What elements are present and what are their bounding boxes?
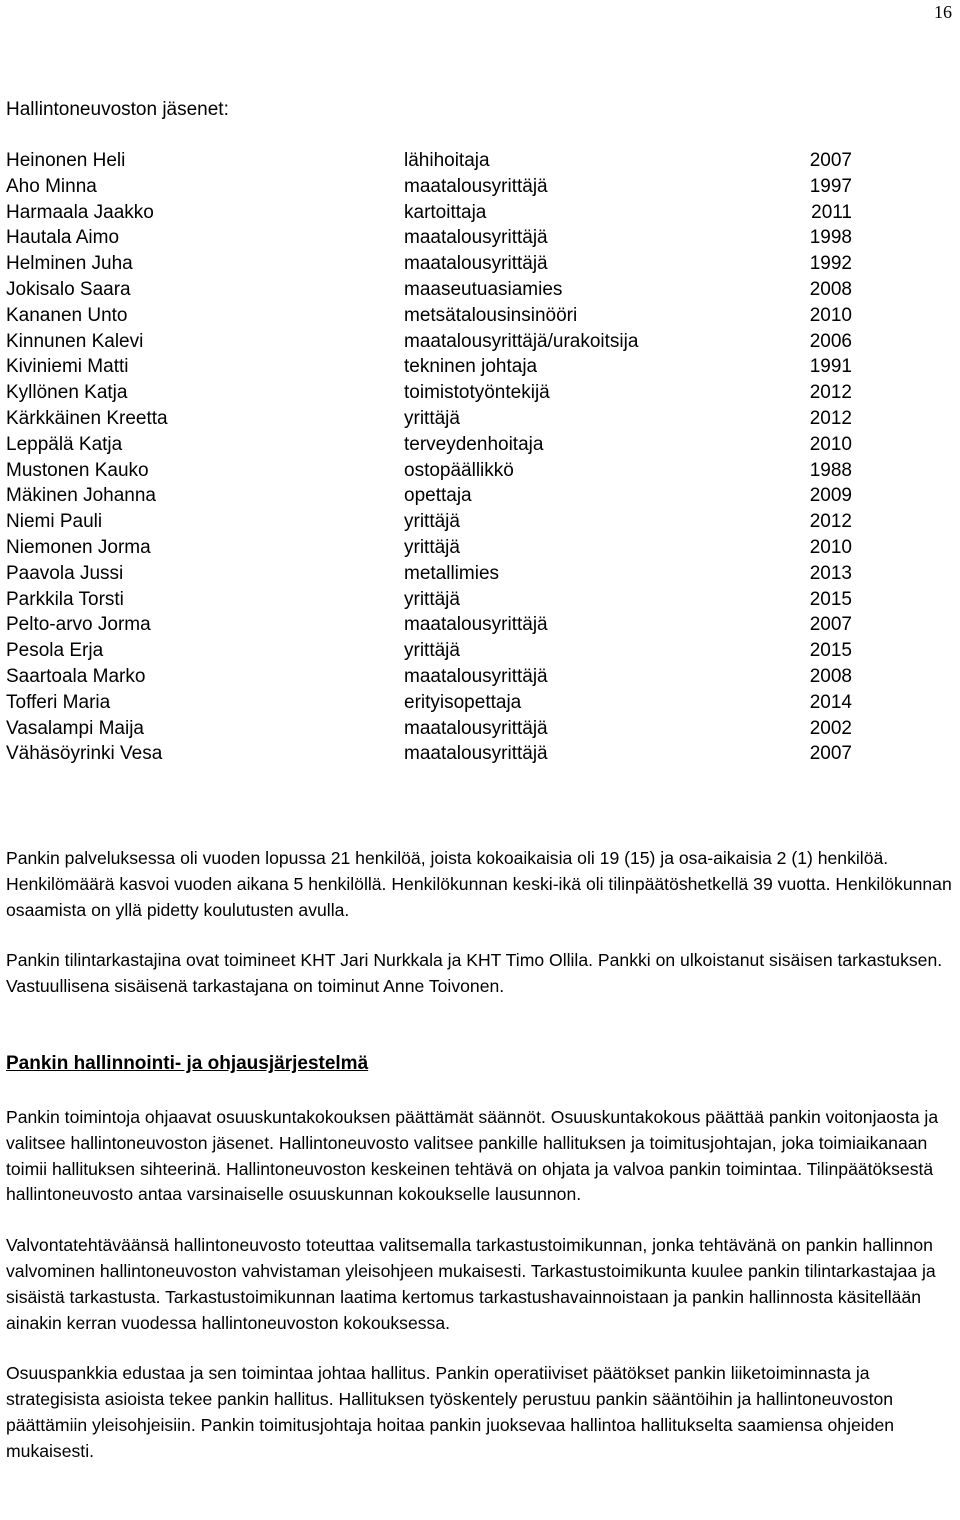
member-year: 2012 [809, 511, 852, 533]
member-name: Leppälä Katja [6, 433, 123, 455]
member-name: Harmaala Jaakko [6, 201, 154, 223]
member-row [6, 277, 856, 303]
member-year: 2008 [809, 665, 852, 687]
member-name: Tofferi Maria [6, 691, 111, 713]
member-name: Paavola Jussi [6, 562, 124, 584]
member-name: Niemi Pauli [6, 511, 103, 533]
member-row [6, 741, 856, 767]
member-year: 2007 [809, 614, 852, 636]
member-year: 2014 [809, 691, 852, 713]
member-year: 2009 [809, 485, 852, 507]
member-title: metallimies [404, 562, 500, 584]
member-year: 2010 [809, 304, 852, 326]
member-name: Vähäsöyrinki Vesa [6, 743, 163, 765]
member-row [6, 174, 856, 200]
member-title: yrittäjä [404, 536, 460, 558]
member-year: 1998 [809, 227, 852, 249]
member-name: Kärkkäinen Kreetta [6, 407, 168, 429]
member-year: 2007 [809, 743, 852, 765]
member-name: Heinonen Heli [6, 150, 126, 171]
member-name: Kananen Unto [6, 304, 128, 326]
member-name: Jokisalo Saara [6, 278, 131, 300]
member-name: Parkkila Torsti [6, 588, 124, 610]
member-row [6, 458, 856, 484]
member-year: 2006 [809, 330, 852, 352]
member-name: Saartoala Marko [6, 665, 146, 687]
member-title: maatalousyrittäjä [404, 253, 548, 275]
member-year: 1988 [809, 459, 852, 481]
member-title: yrittäjä [404, 407, 460, 429]
member-name: Kyllönen Katja [6, 382, 128, 404]
member-title: ostopäällikkö [404, 459, 514, 481]
member-title: yrittäjä [404, 640, 460, 662]
page-number: 16 [934, 2, 952, 22]
member-year: 1991 [809, 356, 852, 378]
governance-heading: Pankin hallinnointi- ja ohjausjärjestelmä [6, 1053, 369, 1074]
governance-section [6, 1105, 954, 1465]
member-row [6, 535, 856, 561]
member-row [6, 303, 856, 329]
member-row [6, 380, 856, 406]
member-year: 2008 [809, 278, 852, 300]
member-row [6, 561, 856, 587]
member-name: Kinnunen Kalevi [6, 330, 144, 352]
member-year: 2002 [809, 717, 852, 739]
member-name: Pesola Erja [6, 640, 104, 662]
member-year: 2012 [809, 382, 852, 404]
member-title: yrittäjä [404, 511, 460, 533]
member-row [6, 251, 856, 277]
member-year: 1997 [809, 175, 852, 197]
member-row [6, 406, 856, 432]
member-title: maatalousyrittäjä [404, 665, 548, 687]
member-year: 2011 [811, 201, 852, 223]
member-title: toimistotyöntekijä [404, 382, 550, 404]
member-name: Mustonen Kauko [6, 459, 149, 481]
member-row [6, 354, 856, 380]
member-year: 2013 [809, 562, 852, 584]
member-row [6, 225, 856, 251]
member-title: metsätalousinsinööri [404, 304, 578, 326]
staff-paragraph: Pankin palveluksessa oli vuoden lopussa 21 henkilöä, joista kokoaikaisia oli 19 (15) ja osa-aikaisia 2 (1) henkilöä. Henkilömäärä kasvoi vuoden aikana 5 henkilöllä. Henkilökunnan keski-ikä oli tilinpäätöshetkellä 39 vuotta. Henkilökunnan osaamista on yllä pidetty koulutusten avulla. [6, 848, 952, 920]
member-name: Niemonen Jorma [6, 536, 151, 558]
member-name: Helminen Juha [6, 253, 133, 275]
member-year: 2007 [809, 150, 852, 171]
member-year: 2010 [809, 536, 852, 558]
member-row [6, 612, 856, 638]
member-name: Mäkinen Johanna [6, 485, 156, 507]
members-list [6, 148, 856, 767]
member-name: Pelto-arvo Jorma [6, 614, 151, 636]
member-row [6, 432, 856, 458]
governance-paragraph-3: Osuuspankkia edustaa ja sen toimintaa johtaa hallitus. Pankin operatiiviset päätökset pankin liiketoiminnasta ja strategisista asioista tekee pankin hallitus. Hallituksen työskentely perustuu pankin sääntöihin ja hallintoneuvoston päättämiin yleisohjeisiin. Pankin toimitusjohtaja hoitaa pankin juoksevaa hallintoa hallitukselta saamiensa ohjeiden mukaisesti. [6, 1363, 895, 1461]
governance-paragraph-2: Valvontatehtäväänsä hallintoneuvosto toteuttaa valitsemalla tarkastustoimikunnan, jonka tehtävänä on pankin hallinnon valvominen hallintoneuvoston vahvistaman yleisohjeen mukaisesti. Tarkastustoimikunta kuulee pankin tilintarkastajaa ja sisäistä tarkastusta. Tarkastustoimikunnan laatima kertomus tarkastushavainnoistaan ja pankin hallinnosta käsitellään ainakin kerran vuodessa hallintoneuvoston kokouksessa. [6, 1235, 936, 1333]
member-title: tekninen johtaja [404, 356, 538, 378]
member-row [6, 716, 856, 742]
member-year: 2010 [809, 433, 852, 455]
member-name: Hautala Aimo [6, 227, 120, 249]
member-row [6, 690, 856, 716]
member-title: opettaja [404, 485, 472, 507]
auditors-paragraph: Pankin tilintarkastajina ovat toimineet KHT Jari Nurkkala ja KHT Timo Ollila. Pankki on ulkoistanut sisäisen tarkastuksen. Vastuullisena sisäisenä tarkastajana on toiminut Anne Toivonen. [6, 950, 943, 997]
member-title: maatalousyrittäjä [404, 717, 548, 739]
member-title: kartoittaja [404, 201, 487, 223]
member-row [6, 483, 856, 509]
members-heading: Hallintoneuvoston jäsenet: [6, 99, 229, 120]
member-title: maatalousyrittäjä [404, 614, 548, 636]
member-year: 2015 [809, 588, 852, 610]
member-year: 1992 [809, 253, 852, 275]
member-name: Vasalampi Maija [6, 717, 144, 739]
member-year: 2015 [809, 640, 852, 662]
member-row [6, 329, 856, 355]
governance-paragraph-1: Pankin toimintoja ohjaavat osuuskuntakokouksen päättämät säännöt. Osuuskuntakokous päättää pankin voitonjaosta ja valitsee hallintoneuvoston jäsenet. Hallintoneuvosto valitsee pankille hallituksen ja toimitusjohtajan, joka toimiaikanaan toimii hallituksen sihteerinä. Hallintoneuvoston keskeinen tehtävä on ohjata ja valvoa pankin toimintaa. Tilinpäätöksestä hallintoneuvosto antaa varsinaiselle osuuskunnan kokoukselle lausunnon. [6, 1107, 939, 1205]
member-title: maatalousyrittäjä [404, 743, 548, 765]
member-title: erityisopettaja [404, 691, 522, 713]
member-row [6, 200, 856, 226]
member-name: Kiviniemi Matti [6, 356, 129, 378]
member-row [6, 148, 856, 174]
member-row [6, 638, 856, 664]
member-name: Aho Minna [6, 175, 97, 197]
member-title: maatalousyrittäjä/urakoitsija [404, 330, 639, 352]
member-row [6, 664, 856, 690]
member-title: lähihoitaja [404, 150, 490, 171]
member-title: maatalousyrittäjä [404, 175, 548, 197]
member-row [6, 587, 856, 613]
member-title: terveydenhoitaja [404, 433, 544, 455]
member-title: maaseutuasiamies [404, 278, 563, 300]
member-title: maatalousyrittäjä [404, 227, 548, 249]
member-year: 2012 [809, 407, 852, 429]
member-title: yrittäjä [404, 588, 460, 610]
member-row [6, 509, 856, 535]
staff-section [6, 846, 954, 1000]
